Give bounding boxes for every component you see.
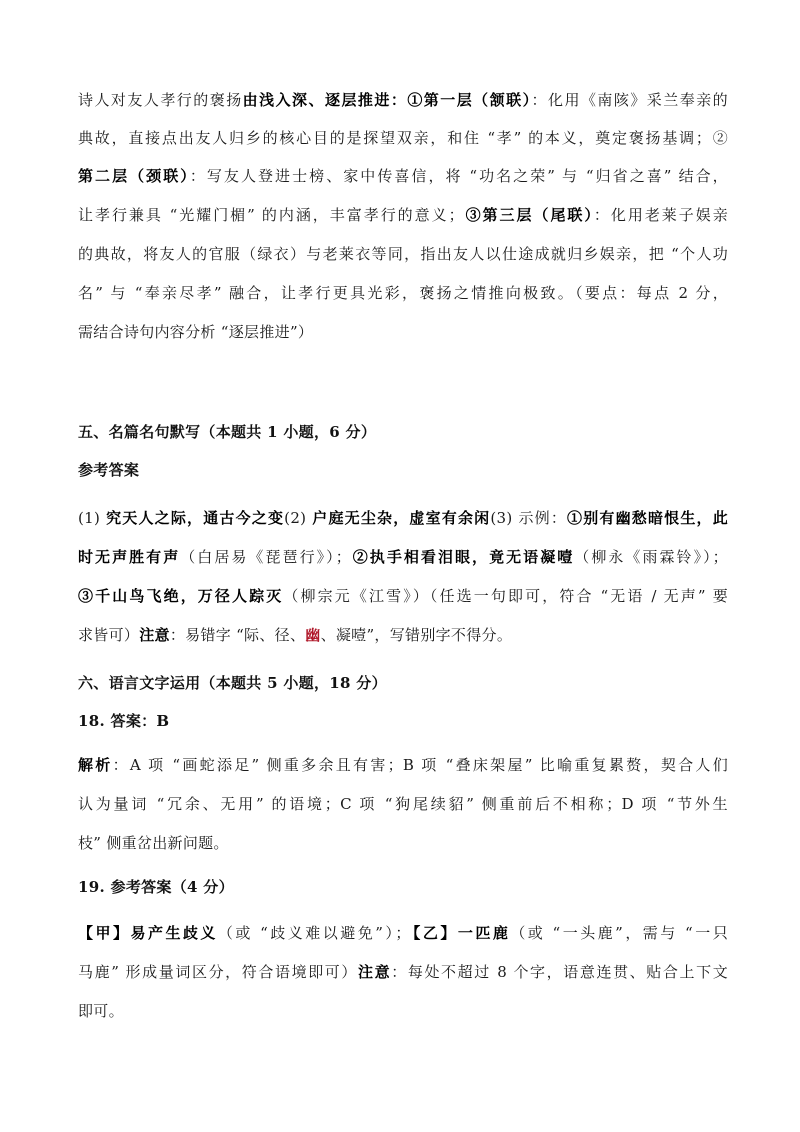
- item-number: (2): [284, 509, 313, 527]
- layer-3-label: ③第三层（尾联）: [463, 206, 594, 224]
- answer-quote: ③千山鸟飞绝，万径人踪灭: [78, 587, 284, 605]
- q18-analysis-line-3: 枝” 侧重岔出新问题。: [78, 834, 229, 852]
- note-text: ：易错字 “际、径、: [169, 626, 306, 644]
- analysis-line-3: [78, 165, 728, 187]
- source-citation: （柳永《雨霖铃》）；: [574, 548, 728, 566]
- answer-quote: 户庭无尘杂，虚室有余闲: [312, 509, 491, 527]
- analysis-label: 解析: [78, 756, 113, 774]
- analysis-text: ：化用老莱子娱亲: [593, 206, 729, 224]
- q18-answer: 18. 答案：B: [78, 712, 170, 730]
- answer-quote: 时无声胜有声: [78, 548, 181, 566]
- note-text: ：每处不超过 8 个字，语意连贯、贴合上下文: [391, 963, 728, 981]
- analysis-line-1: [78, 89, 728, 111]
- note-text: 、凝噎”，写错别字不得分。: [320, 626, 513, 644]
- analysis-line-5: 的典故，将友人的官服（绿衣）与老莱衣等同，指出友人以仕途成就归乡娱亲，把 “个人功: [78, 245, 728, 263]
- reference-answer-label: 参考答案: [78, 461, 140, 479]
- example-label: (3) 示例：: [490, 509, 568, 527]
- highlighted-character: 幽: [305, 626, 321, 644]
- note-label: 注意: [139, 626, 170, 644]
- q19-line-1: [78, 922, 728, 944]
- answer-quote: 究天人之际，通古今之变: [106, 509, 285, 527]
- note-text: 求皆可）: [78, 626, 140, 644]
- section-5-heading: 五、名篇名句默写（本题共 1 小题，6 分）: [78, 423, 377, 441]
- q18-analysis-line-1: [78, 754, 728, 776]
- answer-alt: （或 “歧义难以避免”）；: [217, 924, 411, 942]
- q19-line-3: 即可。: [78, 1002, 124, 1020]
- q19-line-2: [78, 961, 728, 983]
- answer-quote: ①别有幽愁暗恨生，此: [567, 509, 728, 527]
- source-citation: （柳宗元《江雪》）（任选一句即可，符合 “无语 / 无声” 要: [283, 587, 728, 605]
- answer-jia: 【甲】易产生歧义: [78, 924, 218, 942]
- analysis-line-6: 名” 与 “奉亲尽孝” 融合，让孝行更具光彩，褒扬之情推向极致。（要点：每点 2 分，: [78, 284, 728, 302]
- section-6-heading: 六、语言文字运用（本题共 5 小题，18 分）: [78, 674, 387, 692]
- source-citation: （白居易《琵琶行》）；: [180, 548, 351, 566]
- layer-2-label: 第二层（颈联）: [78, 167, 190, 185]
- dictation-line-1: [78, 507, 728, 529]
- analysis-emphasis: 由浅入深、逐层推进：: [242, 91, 408, 109]
- answer-quote: ②执手相看泪眼，竟无语凝噎: [351, 548, 575, 566]
- dictation-line-2: [78, 546, 728, 568]
- analysis-text: 诗人对友人孝行的褒扬: [78, 91, 243, 109]
- item-number: (1): [78, 509, 107, 527]
- analysis-text: ：写友人登进士榜、家中传喜信，将 “功名之荣” 与 “归省之喜” 结合，: [189, 167, 728, 185]
- analysis-line-2: 典故，直接点出友人归乡的核心目的是探望双亲，和住 “孝” 的本义，奠定褒扬基调；②: [78, 129, 728, 147]
- q19-heading: 19. 参考答案（4 分）: [78, 878, 234, 896]
- answer-alt: 马鹿” 形成量词区分，符合语境即可）: [78, 963, 359, 981]
- analysis-text: ：A 项 “画蛇添足” 侧重多余且有害；B 项 “叠床架屋” 比喻重复累赘，契合人们: [112, 756, 728, 774]
- analysis-text: ：化用《南陔》采兰奉亲的: [531, 91, 728, 109]
- answer-yi: 【乙】一匹鹿: [410, 924, 511, 942]
- dictation-line-3: [78, 585, 728, 607]
- analysis-line-4: [78, 204, 728, 226]
- dictation-line-4: [78, 624, 728, 646]
- layer-1-label: ①第一层（颔联）: [407, 91, 532, 109]
- q18-analysis-line-2: 认为量词 “冗余、无用” 的语境；C 项 “狗尾续貂” 侧重前后不相称；D 项 “节外生: [78, 795, 728, 813]
- analysis-text: 让孝行兼具 “光耀门楣” 的内涵，丰富孝行的意义；: [78, 206, 464, 224]
- note-label: 注意: [358, 963, 392, 981]
- analysis-line-7: 需结合诗句内容分析 “逐层推进”）: [78, 323, 314, 341]
- answer-alt: （或 “一头鹿”，需与 “一只: [510, 924, 728, 942]
